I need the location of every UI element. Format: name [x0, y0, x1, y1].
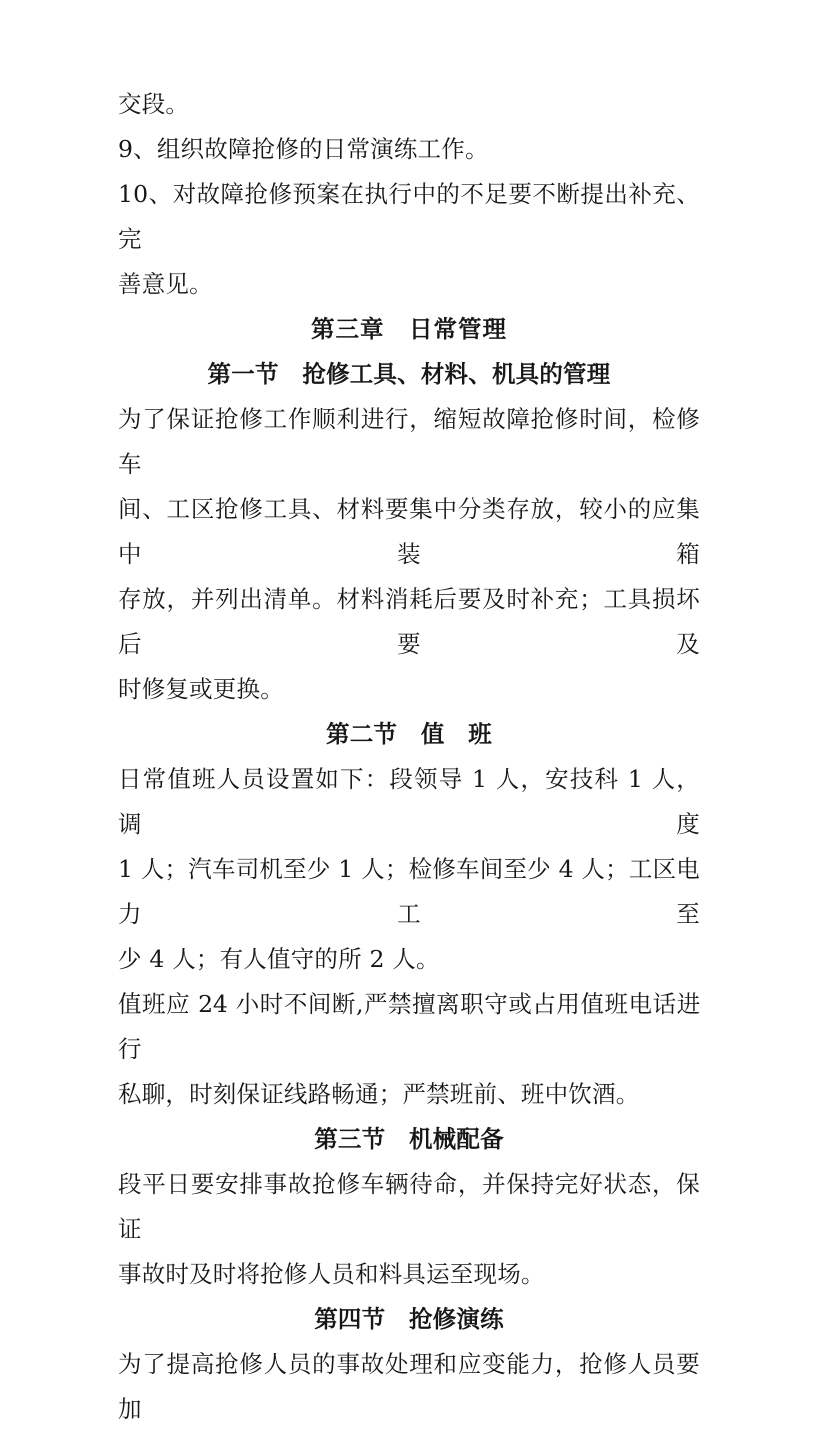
paragraph-carryover — [118, 82, 700, 127]
text-line: 为了保证抢修工作顺利进行，缩短故障抢修时间，检修车 — [118, 405, 700, 478]
section-heading-1: 第一节 抢修工具、材料、机具的管理 — [207, 360, 611, 388]
section-heading-2: 第二节 值 班 — [326, 720, 492, 748]
numbered-item-9 — [118, 127, 700, 172]
text-line: 9、组织故障抢修的日常演练工作。 — [118, 135, 489, 163]
chapter-heading-3: 第三章 日常管理 — [311, 315, 507, 343]
text-line: 私聊，时刻保证线路畅通；严禁班前、班中饮酒。 — [118, 1080, 640, 1108]
text-line: 交段。 — [118, 90, 190, 118]
paragraph-duty-roster — [118, 757, 700, 982]
text-line: 值班应 24 小时不间断,严禁擅离职守或占用值班电话进行 — [118, 990, 700, 1063]
paragraph-section-4-body — [118, 1342, 700, 1432]
text-line: 10、对故障抢修预案在执行中的不足要不断提出补充、完 — [118, 180, 700, 253]
text-line: 日常值班人员设置如下：段领导 1 人，安技科 1 人，调度 — [118, 765, 700, 838]
page-content — [118, 82, 700, 1432]
section-heading-4: 第四节 抢修演练 — [314, 1305, 504, 1333]
text-line: 善意见。 — [118, 270, 213, 298]
paragraph-section-3-body — [118, 1162, 700, 1297]
numbered-item-10 — [118, 172, 700, 307]
section-heading-3: 第三节 机械配备 — [314, 1125, 504, 1153]
text-line: 段平日要安排事故抢修车辆待命，并保持完好状态，保证 — [118, 1170, 700, 1243]
paragraph-section-1-body — [118, 397, 700, 712]
text-line: 存放，并列出清单。材料消耗后要及时补充；工具损坏后要及 — [118, 585, 700, 658]
text-line: 为了提高抢修人员的事故处理和应变能力，抢修人员要加 — [118, 1350, 700, 1423]
text-line: 1 人；汽车司机至少 1 人；检修车间至少 4 人；工区电力工至 — [118, 855, 700, 928]
text-line: 时修复或更换。 — [118, 675, 284, 703]
text-line: 事故时及时将抢修人员和料具运至现场。 — [118, 1260, 545, 1288]
text-line: 间、工区抢修工具、材料要集中分类存放，较小的应集中装箱 — [118, 495, 700, 568]
text-line: 少 4 人；有人值守的所 2 人。 — [118, 945, 440, 973]
paragraph-duty-rules — [118, 982, 700, 1117]
